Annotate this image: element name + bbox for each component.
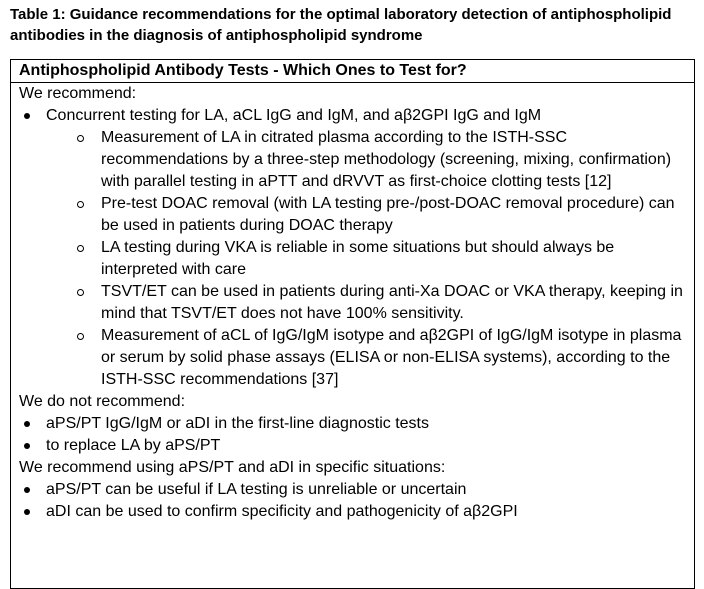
- specific-situations-heading: We recommend using aPS/PT and aDI in specific situations:: [19, 459, 446, 476]
- sub-list-item: LA testing during VKA is reliable in some situations but should always be interpreted with care: [19, 237, 688, 281]
- recommendation-table: [10, 59, 695, 589]
- table-header: Antiphospholipid Antibody Tests - Which Ones to Test for?: [11, 60, 694, 83]
- list-item: Concurrent testing for LA, aCL IgG and IgM, and aβ2GPI IgG and IgM: [19, 105, 688, 127]
- recommend-heading: We recommend:: [19, 85, 137, 102]
- sub-list-item: Measurement of LA in citrated plasma according to the ISTH-SSC recommendations by a three-step methodology (screening, mixing, confirmation) with parallel testing in aPTT and dRVVT as first-choice clotting tests [12]: [19, 127, 688, 193]
- table-caption: Table 1: Guidance recommendations for the optimal laboratory detection of antiphospholipid antibodies in the diagnosis of antiphospholipid syndrome: [10, 6, 672, 44]
- list-item: aPS/PT IgG/IgM or aDI in the first-line diagnostic tests: [19, 413, 688, 435]
- sub-list-item: Pre-test DOAC removal (with LA testing pre-/post-DOAC removal procedure) can be used in patients during DOAC therapy: [19, 193, 688, 237]
- not-recommend-heading: We do not recommend:: [19, 393, 186, 410]
- list-item: aDI can be used to confirm specificity and pathogenicity of aβ2GPI: [19, 501, 688, 523]
- list-item: to replace LA by aPS/PT: [19, 435, 688, 457]
- sub-list-item: TSVT/ET can be used in patients during anti-Xa DOAC or VKA therapy, keeping in mind that TSVT/ET does not have 100% sensitivity.: [19, 281, 688, 325]
- list-item: aPS/PT can be useful if LA testing is unreliable or uncertain: [19, 479, 688, 501]
- sub-list-item: Measurement of aCL of IgG/IgM isotype and aβ2GPI of IgG/IgM isotype in plasma or serum by solid phase assays (ELISA or non-ELISA systems), according to the ISTH-SSC recommendations [37]: [19, 325, 688, 391]
- table-body: [11, 83, 694, 523]
